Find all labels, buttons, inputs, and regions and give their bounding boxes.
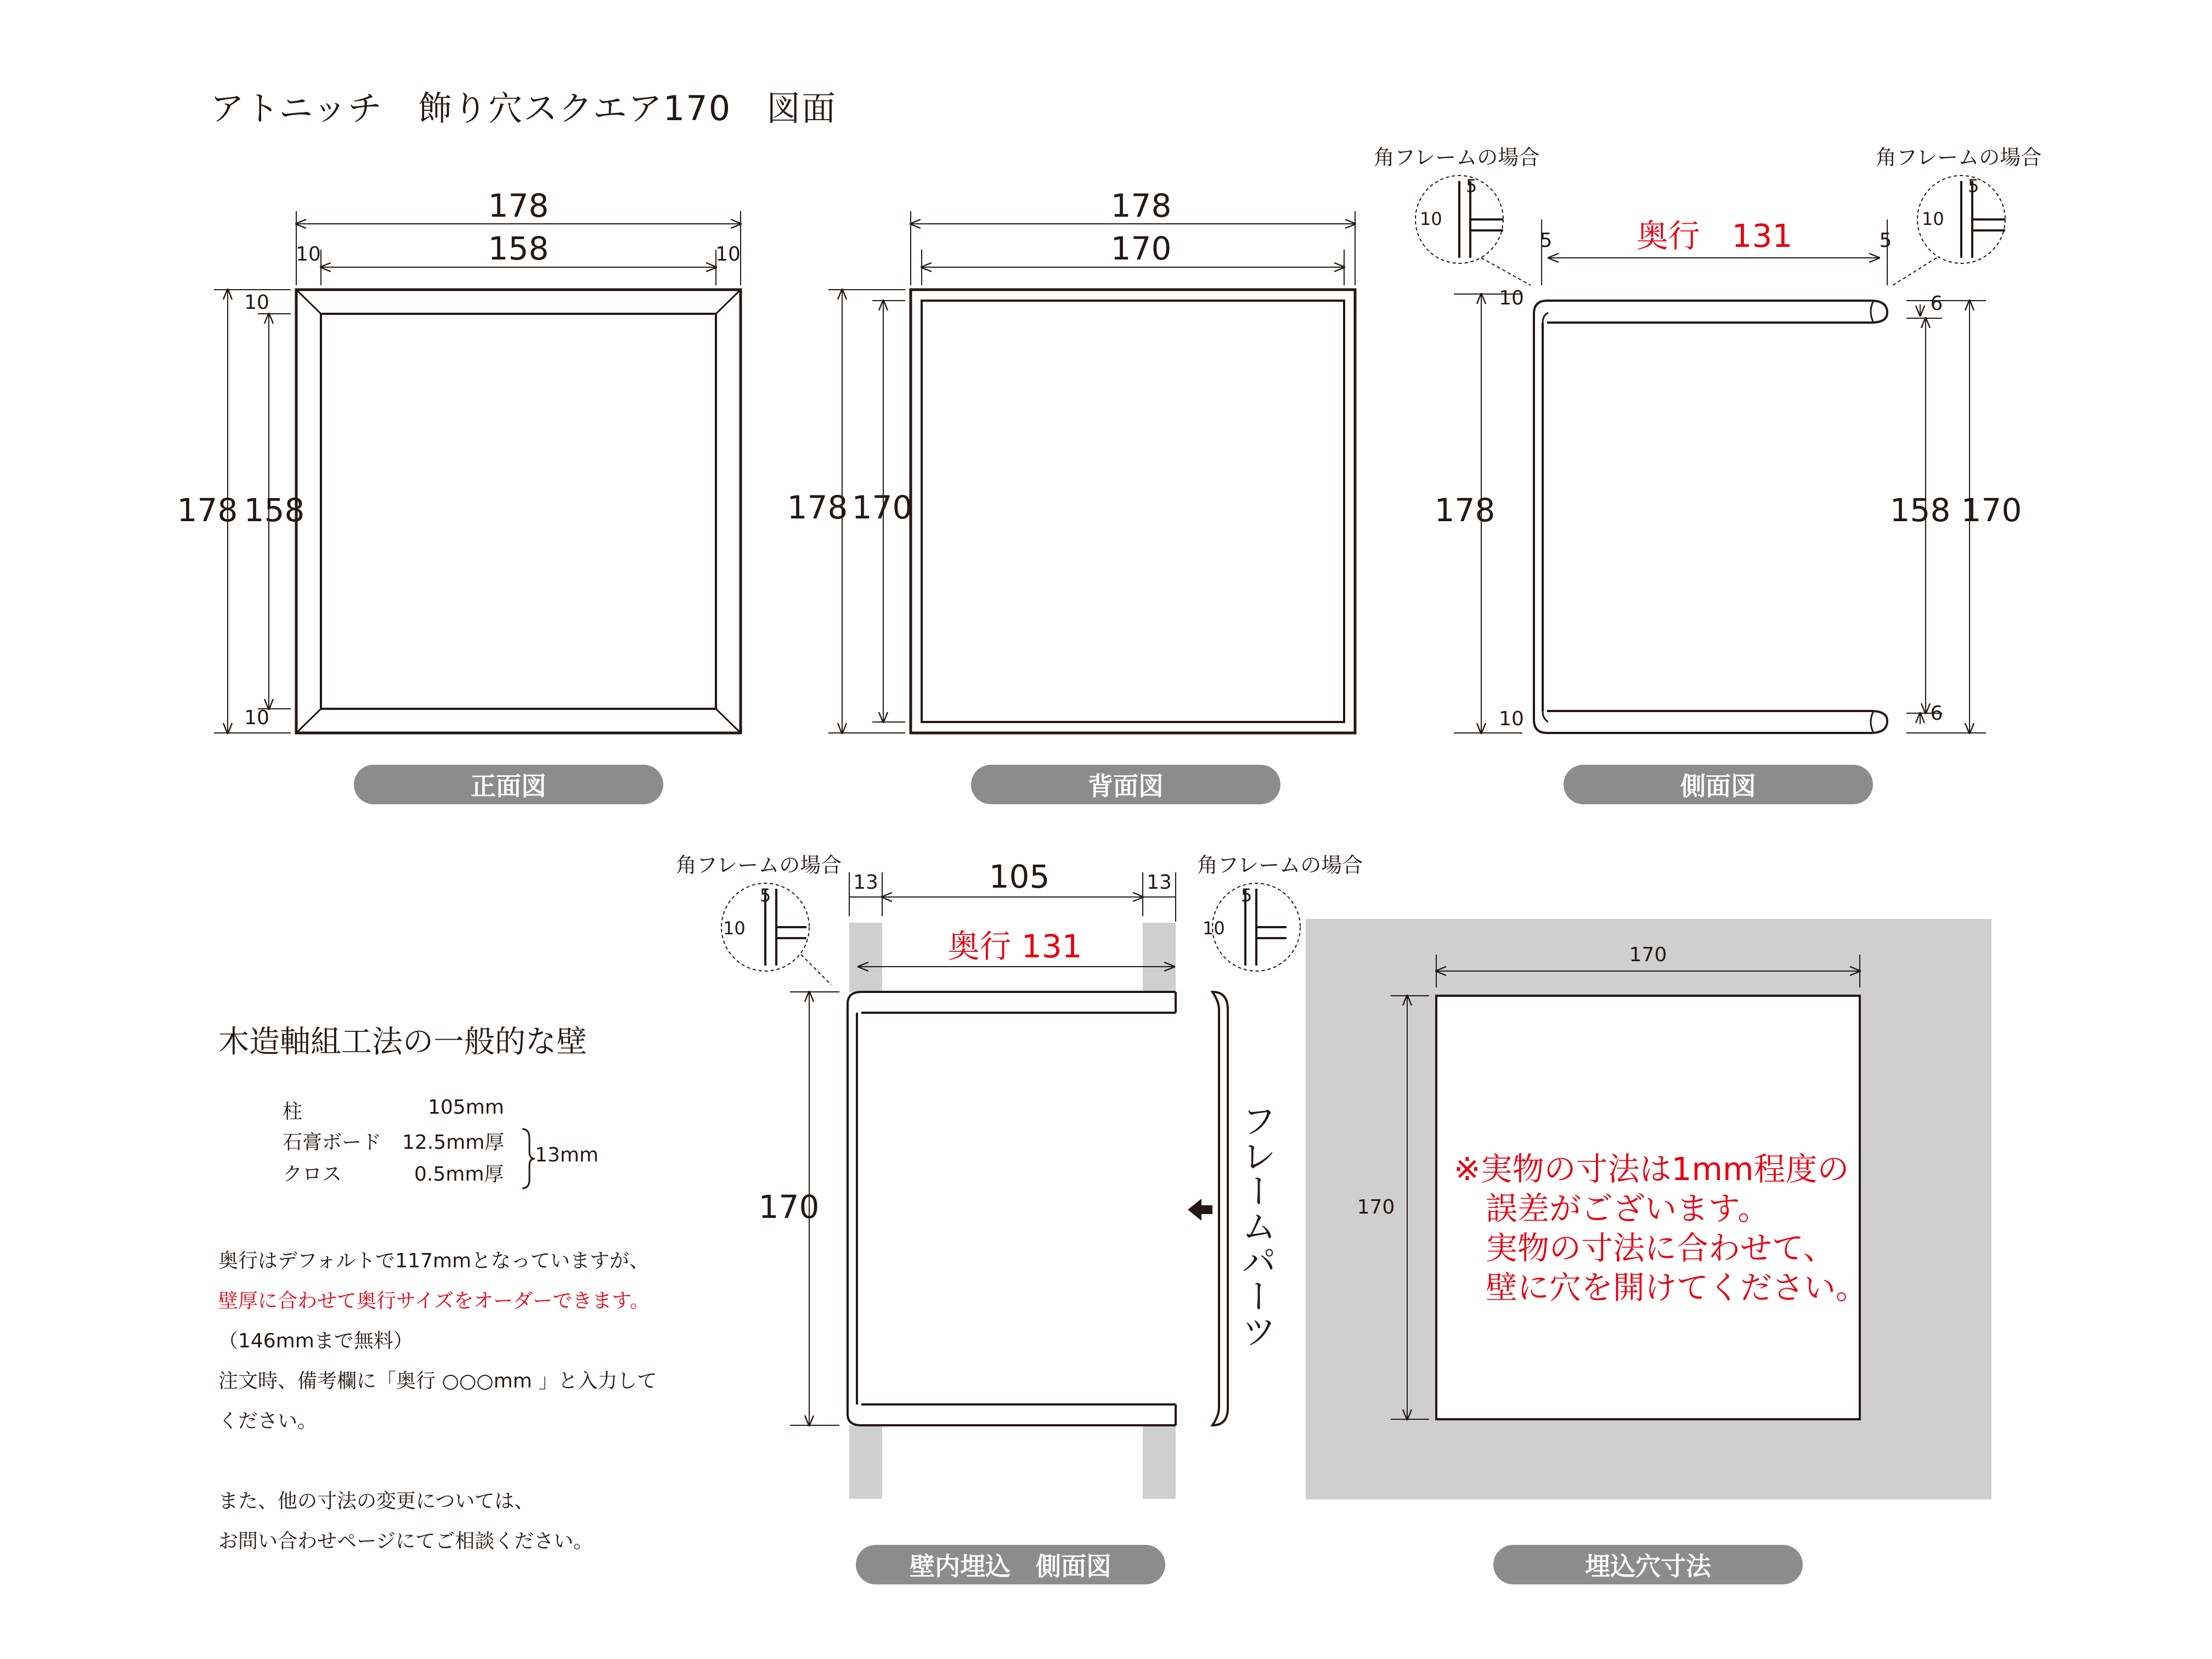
side-left-rim — [1534, 301, 1547, 733]
back-inner-frame — [922, 301, 1344, 722]
notice-line-1: ※実物の寸法は1mm程度の — [1454, 1150, 1849, 1188]
side-inner-height: 158 — [1889, 492, 1951, 529]
note-line-7: また、他の寸法の変更については、 — [218, 1490, 534, 1513]
side-corner-note-right: 角フレームの場合 — [1875, 145, 2042, 170]
front-right-frame: 10 — [715, 243, 741, 266]
note-line-8: お問い合わせページにてご相談ください。 — [218, 1530, 594, 1553]
side-detail-5-right: 5 — [1968, 176, 1979, 196]
label-embed-hole: 埋込穴寸法 — [1493, 1545, 1803, 1584]
spec-value-cloth: 0.5mm厚 — [414, 1163, 504, 1186]
note-line-1: 奥行はデフォルトで117mmとなっていますが、 — [218, 1250, 650, 1272]
wall-height: 170 — [758, 1188, 820, 1226]
side-dim-bottom-10: 10 — [1499, 708, 1524, 730]
insert-arrow-icon — [1188, 1199, 1212, 1221]
front-view — [214, 211, 741, 733]
wall-corner-note-left: 角フレームの場合 — [675, 853, 842, 877]
front-overall-height: 178 — [177, 492, 238, 529]
back-inner-height: 170 — [851, 489, 913, 526]
side-detail-10-right: 10 — [1922, 208, 1944, 229]
hole-notice — [1454, 1149, 1867, 1307]
back-outer-frame — [911, 290, 1355, 733]
hole-height: 170 — [1357, 1196, 1395, 1218]
side-view — [1534, 301, 1887, 733]
hole-width: 170 — [1629, 944, 1667, 966]
spec-name-post: 柱 — [283, 1101, 303, 1123]
wall-board-left-dim: 13 — [853, 871, 878, 894]
side-dim-left-5: 5 — [1539, 229, 1553, 252]
front-inner-width: 158 — [488, 230, 549, 267]
wall-detail-5-left: 5 — [760, 885, 771, 906]
wall-corner-detail-right — [1212, 883, 1300, 971]
frame-parts-label: フレームパーツ — [1235, 1103, 1276, 1348]
note-line-5: ください。 — [218, 1410, 318, 1432]
page-title: アトニッチ 飾り穴スクエア170 図面 — [210, 88, 837, 128]
front-inner-height: 158 — [244, 492, 305, 529]
wall-corner-note-right: 角フレームの場合 — [1197, 853, 1363, 877]
wall-detail-5-right: 5 — [1241, 885, 1252, 906]
front-outer-frame — [296, 290, 741, 733]
front-overall-width: 178 — [488, 187, 549, 224]
spec-combined: 13mm — [535, 1144, 599, 1166]
front-inner-opening — [321, 314, 716, 709]
back-overall-width: 178 — [1110, 187, 1172, 224]
side-corner-detail-right — [1893, 176, 2005, 285]
wall-detail-10-left: 10 — [723, 918, 746, 939]
side-bottom-flange — [1547, 711, 1887, 733]
side-dim-top-6: 6 — [1930, 292, 1943, 315]
label-front-view: 正面図 — [354, 765, 663, 804]
back-overall-height: 178 — [787, 489, 848, 526]
side-dim-right-5: 5 — [1879, 229, 1892, 252]
side-top-flange — [1547, 301, 1887, 323]
back-view — [828, 211, 1355, 733]
spec-name-cloth: クロス — [283, 1163, 342, 1186]
wall-info-title: 木造軸組工法の一般的な壁 — [218, 1024, 587, 1060]
label-back-view: 背面図 — [971, 765, 1280, 804]
notice-line-2: 誤差がございます。 — [1486, 1190, 1770, 1227]
back-inner-width: 170 — [1110, 230, 1172, 267]
side-height: 178 — [1434, 492, 1496, 529]
side-detail-5-left: 5 — [1466, 176, 1477, 196]
label-side-view: 側面図 — [1564, 765, 1873, 804]
front-top-frame: 10 — [244, 291, 269, 314]
side-outer-height: 170 — [1961, 492, 2022, 529]
note-line-2: 壁厚に合わせて奥行サイズをオーダーできます。 — [218, 1290, 650, 1312]
side-corner-note-left: 角フレームの場合 — [1373, 145, 1540, 170]
spec-value-gypsum: 12.5mm厚 — [402, 1131, 505, 1154]
note-line-4: 注文時、備考欄に「奥行 ○○○mm 」と入力して — [218, 1370, 657, 1392]
frame-parts — [1212, 992, 1228, 1425]
label-wall-side-view: 壁内埋込 側面図 — [856, 1545, 1165, 1584]
note-line-3: （146mmまで無料） — [218, 1330, 413, 1352]
wall-post-dim: 105 — [989, 858, 1050, 895]
side-dim-top-10: 10 — [1499, 287, 1524, 309]
wall-board-right-dim: 13 — [1147, 871, 1172, 894]
notice-line-3: 実物の寸法に合わせて、 — [1486, 1229, 1835, 1267]
spec-name-gypsum: 石膏ボード — [283, 1131, 382, 1154]
spec-value-post: 105mm — [428, 1096, 504, 1119]
side-dim-bottom-6: 6 — [1930, 702, 1943, 725]
spec-brace — [522, 1129, 535, 1188]
side-detail-10-left: 10 — [1420, 208, 1442, 229]
wall-detail-10-right: 10 — [1203, 918, 1225, 939]
notice-line-4: 壁に穴を開けてください。 — [1486, 1269, 1868, 1306]
front-left-frame: 10 — [296, 243, 321, 266]
side-depth: 奥行 131 — [1636, 217, 1793, 255]
front-bottom-frame: 10 — [244, 707, 269, 729]
wall-depth: 奥行 131 — [947, 928, 1082, 965]
